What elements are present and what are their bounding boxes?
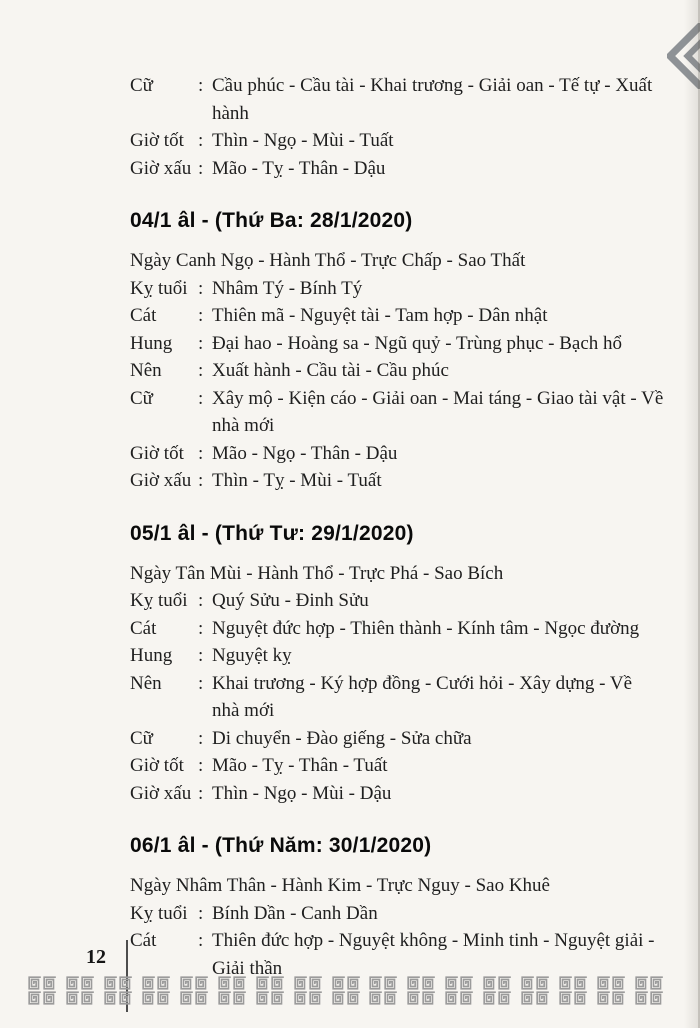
greek-key-spiral-icon (218, 976, 232, 990)
row-colon: : (198, 157, 204, 179)
greek-key-ornament-block (218, 976, 247, 1005)
almanac-row (130, 927, 664, 982)
entries (130, 207, 664, 982)
day-entry-heading: 05/1 âl - (Thứ Tư: 29/1/2020) (130, 521, 414, 545)
greek-key-spiral-icon (142, 976, 156, 990)
almanac-row (130, 440, 664, 468)
greek-key-spiral-icon (384, 991, 398, 1005)
row-label: Hung (130, 645, 173, 666)
day-entry-heading: 06/1 âl - (Thứ Năm: 30/1/2020) (130, 834, 432, 857)
row-colon: : (198, 75, 204, 96)
greek-key-spiral-icon (559, 991, 573, 1005)
greek-key-spiral-icon (256, 976, 270, 990)
almanac-row (130, 615, 664, 643)
greek-key-spiral-icon (256, 991, 270, 1005)
greek-key-spiral-icon (612, 976, 626, 990)
greek-key-spiral-icon (309, 991, 323, 1005)
almanac-row (130, 155, 664, 183)
row-value: Di chuyển - Đào giếng - Sửa chữa (212, 727, 472, 749)
greek-key-ornament-block (445, 976, 474, 1005)
row-label: Cữ (130, 75, 153, 96)
greek-key-spiral-icon (43, 991, 57, 1005)
greek-key-spiral-icon (271, 991, 285, 1005)
greek-key-spiral-icon (407, 976, 421, 990)
row-colon: : (198, 617, 204, 639)
greek-key-spiral-icon (597, 991, 611, 1005)
greek-key-ornament-block (597, 976, 626, 1005)
row-colon: : (198, 332, 204, 354)
greek-key-spiral-icon (157, 976, 171, 990)
almanac-row (130, 72, 664, 127)
row-value: Bính Dần - Canh Dần (212, 902, 378, 924)
almanac-row (130, 302, 664, 330)
row-value: Nhâm Tý - Bính Tý (212, 277, 363, 299)
greek-key-ornament-block (104, 976, 133, 1005)
row-label: Kỵ tuổi (130, 902, 188, 924)
row-label: Cát (130, 305, 157, 326)
greek-key-spiral-icon (445, 991, 459, 1005)
greek-key-spiral-icon (233, 976, 247, 990)
row-colon: : (198, 590, 204, 611)
row-colon: : (198, 305, 204, 326)
almanac-row (130, 780, 664, 808)
greek-key-spiral-icon (347, 991, 361, 1005)
row-value: Nguyệt đức hợp - Thiên thành - Kính tâm - Ngọc đường (212, 617, 640, 639)
day-entry-rows (130, 900, 664, 983)
greek-key-spiral-icon (445, 976, 459, 990)
row-colon: : (198, 755, 204, 776)
greek-key-spiral-icon (157, 991, 171, 1005)
day-summary-line: Ngày Nhâm Thân - Hành Kim - Trực Nguy - Sao Khuê (130, 875, 550, 896)
almanac-row (130, 752, 664, 780)
greek-key-spiral-icon (294, 991, 308, 1005)
row-value: Xuất hành - Cầu tài - Cầu phúc (212, 360, 449, 381)
row-colon: : (198, 782, 204, 804)
row-label: Cữ (130, 387, 153, 409)
day-entry (130, 520, 664, 808)
almanac-row (130, 587, 664, 615)
greek-key-ornament-block (635, 976, 664, 1005)
row-colon: : (198, 672, 204, 694)
almanac-row (130, 330, 664, 358)
greek-key-spiral-icon (332, 976, 346, 990)
almanac-row (130, 670, 664, 725)
row-value: Quý Sửu - Đinh Sửu (212, 590, 369, 611)
row-value: Thiên mã - Nguyệt tài - Tam hợp - Dân nhật (212, 305, 548, 326)
day-entry (130, 832, 664, 982)
row-value: Mão - Tỵ - Thân - Dậu (212, 157, 386, 179)
greek-key-ornament-block (559, 976, 588, 1005)
greek-key-spiral-icon (384, 976, 398, 990)
greek-key-spiral-icon (233, 991, 247, 1005)
greek-key-spiral-icon (104, 976, 118, 990)
page-number: 12 (86, 946, 106, 968)
greek-key-spiral-icon (104, 991, 118, 1005)
greek-key-spiral-icon (142, 991, 156, 1005)
greek-key-spiral-icon (119, 976, 133, 990)
greek-key-spiral-icon (347, 976, 361, 990)
greek-key-spiral-icon (66, 991, 80, 1005)
greek-key-spiral-icon (597, 976, 611, 990)
greek-key-spiral-icon (294, 976, 308, 990)
greek-key-ornament-block (521, 976, 550, 1005)
greek-key-ornament-block (332, 976, 361, 1005)
day-entry-rows (130, 275, 664, 495)
greek-key-spiral-icon (483, 991, 497, 1005)
greek-key-spiral-icon (28, 976, 42, 990)
greek-key-ornament-block (28, 976, 57, 1005)
greek-key-spiral-icon (422, 976, 436, 990)
row-colon: : (198, 645, 204, 666)
row-colon: : (198, 277, 204, 299)
row-label: Kỵ tuổi (130, 590, 188, 611)
almanac-row (130, 127, 664, 155)
almanac-row (130, 357, 664, 385)
row-colon: : (198, 360, 204, 381)
greek-key-spiral-icon (612, 991, 626, 1005)
greek-key-spiral-icon (309, 976, 323, 990)
greek-key-ornament-block (180, 976, 209, 1005)
day-entry-heading: 04/1 âl - (Thứ Ba: 28/1/2020) (130, 209, 413, 232)
row-value: Xây mộ - Kiện cáo - Giải oan - Mai táng - Giao tài vật - Về nhà mới (212, 387, 664, 436)
row-value: Thìn - Tỵ - Mùi - Tuất (212, 470, 382, 491)
row-label: Cát (130, 617, 157, 639)
continuation-block (130, 72, 664, 182)
row-label: Giờ tốt (130, 442, 184, 464)
row-value: Đại hao - Hoàng sa - Ngũ quỷ - Trùng phục - Bạch hổ (212, 332, 623, 354)
greek-key-spiral-icon (271, 976, 285, 990)
row-label: Giờ tốt (130, 130, 184, 151)
row-label: Cữ (130, 727, 153, 749)
row-value: Cầu phúc - Cầu tài - Khai trương - Giải oan - Tế tự - Xuất hành (212, 75, 653, 124)
greek-key-ornament-block (142, 976, 171, 1005)
row-value: Thìn - Ngọ - Mùi - Dậu (212, 782, 392, 804)
day-entry-rows (130, 587, 664, 807)
greek-key-spiral-icon (43, 976, 57, 990)
almanac-row (130, 275, 664, 303)
greek-key-spiral-icon (369, 991, 383, 1005)
greek-key-spiral-icon (195, 991, 209, 1005)
row-value: Nguyệt kỵ (212, 645, 292, 666)
row-colon: : (198, 930, 204, 951)
greek-key-spiral-icon (195, 976, 209, 990)
greek-key-ornament-block (369, 976, 398, 1005)
day-summary-line: Ngày Tân Mùi - Hành Thổ - Trực Phá - Sao Bích (130, 562, 504, 584)
greek-key-spiral-icon (369, 976, 383, 990)
row-label: Hung (130, 332, 173, 354)
greek-key-spiral-icon (180, 976, 194, 990)
greek-key-spiral-icon (81, 976, 95, 990)
row-label: Nên (130, 672, 162, 694)
row-value: Mão - Tỵ - Thân - Tuất (212, 755, 388, 776)
row-value: Khai trương - Ký hợp đồng - Cưới hỏi - Xây dựng - Về nhà mới (212, 672, 633, 721)
greek-key-spiral-icon (180, 991, 194, 1005)
greek-key-spiral-icon (559, 976, 573, 990)
greek-key-spiral-icon (650, 991, 664, 1005)
greek-key-ornament-block (407, 976, 436, 1005)
greek-key-spiral-icon (28, 991, 42, 1005)
row-colon: : (198, 902, 204, 924)
row-label: Giờ xấu (130, 470, 192, 491)
greek-key-spiral-icon (81, 991, 95, 1005)
greek-key-spiral-icon (460, 991, 474, 1005)
row-colon: : (198, 442, 204, 464)
greek-key-spiral-icon (635, 991, 649, 1005)
row-label: Cát (130, 930, 157, 951)
almanac-row (130, 900, 664, 928)
row-colon: : (198, 387, 204, 409)
greek-key-ornament-block (256, 976, 285, 1005)
greek-key-ornament-block (483, 976, 512, 1005)
almanac-row (130, 467, 664, 495)
bottom-border-strip (28, 976, 664, 1005)
row-value: Mão - Ngọ - Thân - Dậu (212, 442, 398, 464)
greek-key-spiral-icon (422, 991, 436, 1005)
row-label: Nên (130, 360, 162, 381)
row-colon: : (198, 130, 204, 151)
day-summary-line: Ngày Canh Ngọ - Hành Thổ - Trực Chấp - Sao Thất (130, 250, 526, 271)
row-colon: : (198, 470, 204, 491)
greek-key-spiral-icon (332, 991, 346, 1005)
row-label: Kỵ tuổi (130, 277, 188, 299)
day-entry (130, 207, 664, 495)
greek-key-spiral-icon (574, 976, 588, 990)
greek-key-spiral-icon (66, 976, 80, 990)
greek-key-spiral-icon (635, 976, 649, 990)
greek-key-spiral-icon (498, 976, 512, 990)
greek-key-spiral-icon (483, 976, 497, 990)
greek-key-spiral-icon (218, 991, 232, 1005)
greek-key-ornament-block (66, 976, 95, 1005)
greek-key-spiral-icon (521, 991, 535, 1005)
greek-key-spiral-icon (650, 976, 664, 990)
greek-key-spiral-icon (498, 991, 512, 1005)
greek-key-ornament-block (294, 976, 323, 1005)
row-value: Thìn - Ngọ - Mùi - Tuất (212, 130, 394, 151)
greek-key-spiral-icon (574, 991, 588, 1005)
row-label: Giờ xấu (130, 782, 192, 804)
greek-key-spiral-icon (521, 976, 535, 990)
row-colon: : (198, 727, 204, 749)
greek-key-spiral-icon (407, 991, 421, 1005)
greek-key-spiral-icon (536, 991, 550, 1005)
row-label: Giờ tốt (130, 755, 184, 776)
greek-key-spiral-icon (119, 991, 133, 1005)
almanac-row (130, 385, 664, 440)
row-value: Thiên đức hợp - Nguyệt không - Minh tinh - Nguyệt giải - Giải thần (212, 930, 655, 979)
greek-key-spiral-icon (460, 976, 474, 990)
almanac-row (130, 642, 664, 670)
almanac-row (130, 725, 664, 753)
greek-key-spiral-icon (536, 976, 550, 990)
row-label: Giờ xấu (130, 157, 192, 179)
